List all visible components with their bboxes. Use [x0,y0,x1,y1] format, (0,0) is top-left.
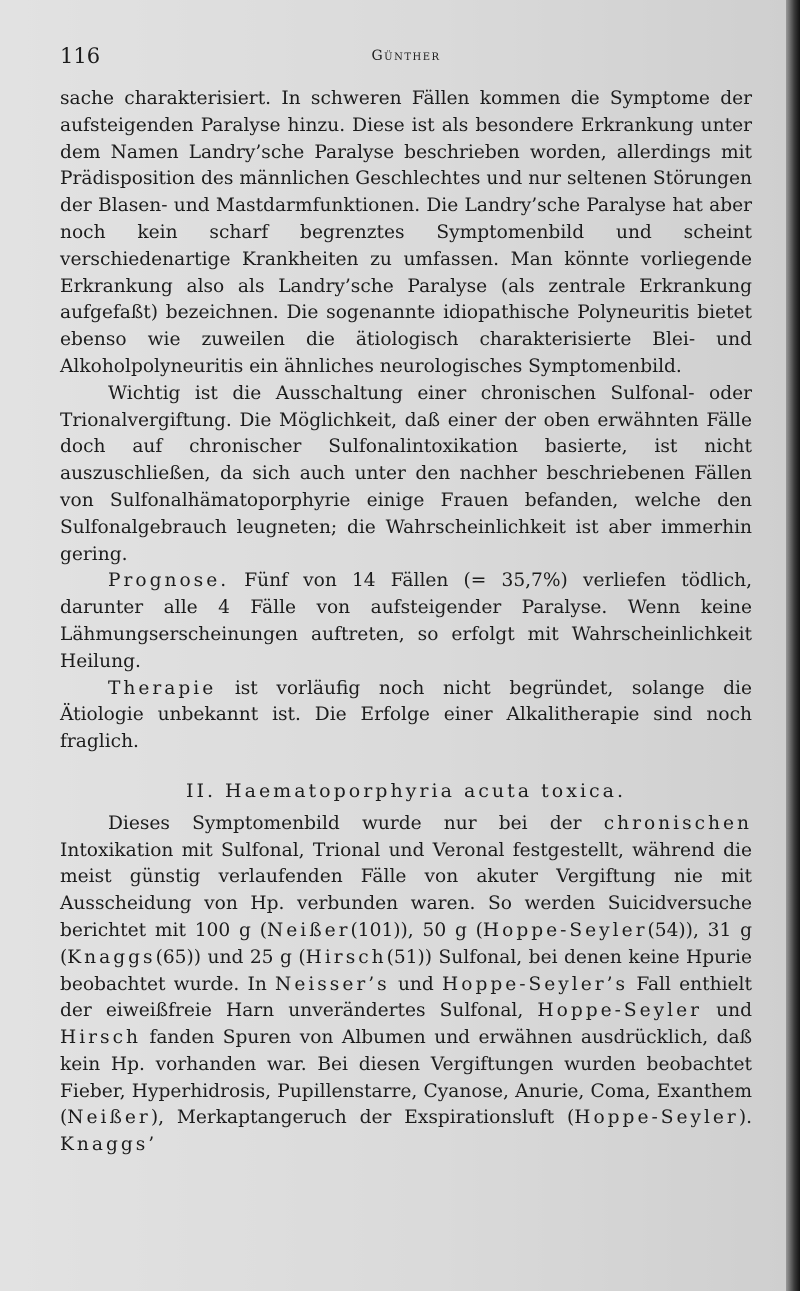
author-hoppe-seyler: Hoppe-Seyler [482,919,648,941]
therapie-text: ist vorläufig noch nicht begründet, solange die Ätiologie unbekannt ist. Die Erfolge einer Alkalitherapie sind noch fraglich. [60,677,752,753]
text-run: Fall enthielt der eiweißfreie Harn unverändertes Sulfonal, [60,973,752,1022]
paragraph-therapie [60,676,752,756]
book-spine-edge [786,0,800,1291]
section-heading: II. Haematoporphyria acuta toxica. [185,779,627,802]
author-hirsch: Hirsch [60,1027,141,1049]
text-run: und [716,1000,752,1022]
body-text [60,86,752,1159]
author-knaggs: Knaggs [67,946,156,968]
author-neisser-possessive: Neisser’s [275,973,390,995]
running-head: Günther [371,48,441,64]
text-run: Intoxikation mit Sulfonal, Trional und Veronal festgestellt, während die meist günstig verlaufenden Fälle von akuter Vergiftung nie mit Ausscheidung von Hp. verbunden waren. So werden Suicidversuche berichtet mit 100 g ( [60,839,752,941]
text-run: (51)) Sulfonal, bei denen keine Hpurie beobachtet wurde. In [60,946,752,995]
prognose-label: Prognose. [108,570,230,592]
text-run: fanden Spuren von Albumen und erwähnen ausdrücklich, daß kein Hp. vorhanden war. Bei diesen Vergiftungen wurden beobachtet Fieber, Hyperhidrosis, Pupillenstarre, Cyanose, Anurie, Coma, Exanthem ( [60,1027,752,1129]
paragraph-prognose [60,568,752,675]
page-header [60,44,752,74]
emphasis-chronischen: chronischen [603,812,752,834]
paragraph-sulfonal-ausschaltung: Wichtig ist die Ausschaltung einer chronischen Sulfonal- oder Trionalvergiftung. Die Möglichkeit, daß einer der oben erwähnten Fälle doch auf chronischer Sulfonalintoxikation basierte, ist nicht auszuschließen, da sich auch unter den nachher beschriebenen Fällen von Sulfonalhämatoporphyrie einige Frauen befanden, welche den Sulfonalgebrauch leugneten; die Wahrscheinlichkeit ist aber immerhin gering. [60,382,752,565]
author-hirsch: Hirsch [305,946,387,968]
author-hoppe-seyler: Hoppe-Seyler [537,1000,702,1022]
text-run: und [397,973,434,995]
author-hoppe-seyler: Hoppe-Seyler [574,1107,739,1129]
author-hoppe-seyler-possessive: Hoppe-Seyler’s [442,973,629,995]
prognose-text: Fünf von 14 Fällen (= 35,7%) verliefen tödlich, darunter alle 4 Fälle von aufsteigender Paralyse. Wenn keine Lähmungserscheinungen auftreten, so erfolgt mit Wahrscheinlichkeit Heilung. [60,570,753,672]
text-run: (101)), 50 g ( [350,919,483,941]
text-run: (54)), 31 g ( [60,919,753,968]
author-knaggs-possessive: Knaggs’ [60,1134,158,1156]
page-number: 116 [60,44,101,68]
therapie-label: Therapie [108,677,217,699]
author-neisser: Neißer [266,919,351,941]
text-run: ), Merkaptangeruch der Exspirationsluft ( [150,1107,575,1129]
paragraph-landry-paralyse: sache charakterisiert. In schweren Fällen kommen die Symptome der aufsteigenden Paralyse hinzu. Diese ist als besondere Erkrankung unter dem Namen Landry’sche Paralyse beschrieben worden, allerdings mit Prädisposition des männlichen Geschlechtes und nur seltenen Störungen der Blasen- und Mastdarmfunktionen. Die Landry’sche Paralyse hat aber noch kein scharf begrenztes Symptomenbild und scheint verschiedenartige Krankheiten zu umfassen. Man könnte vorliegende Erkrankung also als Landry’sche Paralyse (als zentrale Erkrankung aufgefaßt) bezeichnen. Die sogenannte idiopathische Polyneuritis bietet ebenso wie zuweilen die ätiologisch charakterisierte Blei- und Alkoholpolyneuritis ein ähnliches neurologisches Symptomenbild. [60,88,752,377]
text-run: ). [738,1107,752,1129]
author-neisser: Neißer [67,1107,151,1129]
text-run: Dieses Symptomenbild wurde nur bei der [108,812,582,834]
text-run: (65)) und 25 g ( [155,946,306,968]
paragraph-haematoporphyria [60,811,752,1159]
